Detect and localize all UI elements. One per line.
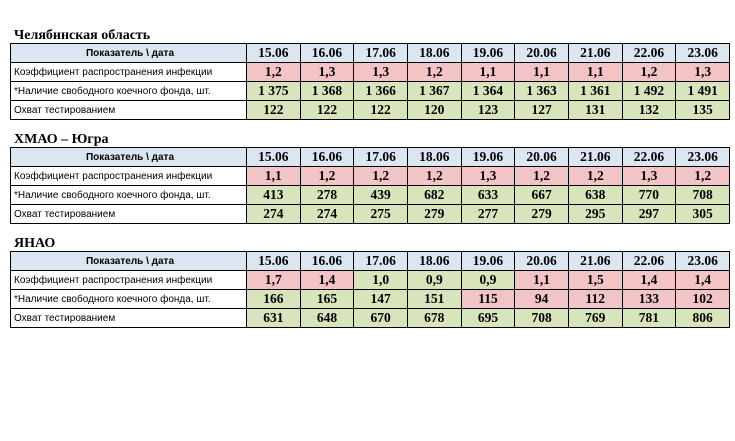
beds-cell: 166: [247, 290, 301, 309]
header-label: Показатель \ дата: [11, 44, 247, 63]
beds-cell: 147: [354, 290, 408, 309]
coef-cell: 1,2: [407, 63, 461, 82]
beds-cell: 133: [622, 290, 676, 309]
tests-cell: 670: [354, 309, 408, 328]
date-cell: 22.06: [622, 148, 676, 167]
beds-cell: 667: [515, 186, 569, 205]
date-cell: 17.06: [354, 44, 408, 63]
tests-cell: 769: [568, 309, 622, 328]
coef-cell: 1,3: [300, 63, 354, 82]
tests-cell: 305: [676, 205, 730, 224]
tests-cell: 122: [300, 101, 354, 120]
coef-cell: 1,4: [676, 271, 730, 290]
row-label-tests: Охват тестированием: [11, 101, 247, 120]
date-cell: 20.06: [515, 148, 569, 167]
tests-cell: 122: [247, 101, 301, 120]
coef-cell: 1,5: [568, 271, 622, 290]
tests-row: [11, 101, 730, 120]
tests-row: [11, 205, 730, 224]
date-cell: 16.06: [300, 44, 354, 63]
coef-cell: 1,2: [407, 167, 461, 186]
beds-cell: 1 368: [300, 82, 354, 101]
beds-cell: 1 375: [247, 82, 301, 101]
date-header-row: [11, 252, 730, 271]
tests-cell: 277: [461, 205, 515, 224]
beds-cell: 1 367: [407, 82, 461, 101]
tests-row: [11, 309, 730, 328]
date-cell: 23.06: [676, 44, 730, 63]
date-header-row: [11, 44, 730, 63]
coef-cell: 1,3: [622, 167, 676, 186]
date-cell: 21.06: [568, 252, 622, 271]
beds-cell: 1 366: [354, 82, 408, 101]
beds-cell: 1 364: [461, 82, 515, 101]
date-cell: 19.06: [461, 44, 515, 63]
tests-cell: 806: [676, 309, 730, 328]
indicator-table: [10, 43, 730, 120]
header-label: Показатель \ дата: [11, 148, 247, 167]
coef-cell: 1,2: [515, 167, 569, 186]
region-chelyabinsk: [10, 24, 730, 116]
date-cell: 20.06: [515, 44, 569, 63]
date-cell: 16.06: [300, 252, 354, 271]
row-label-coef: Коэффициент распространения инфекции: [11, 271, 247, 290]
coef-cell: 1,1: [461, 63, 515, 82]
beds-cell: 102: [676, 290, 730, 309]
beds-cell: 278: [300, 186, 354, 205]
date-cell: 22.06: [622, 44, 676, 63]
beds-cell: 439: [354, 186, 408, 205]
coef-cell: 1,4: [300, 271, 354, 290]
date-cell: 18.06: [407, 44, 461, 63]
coef-cell: 1,2: [300, 167, 354, 186]
tests-cell: 123: [461, 101, 515, 120]
coef-cell: 1,1: [515, 63, 569, 82]
beds-cell: 682: [407, 186, 461, 205]
tests-cell: 648: [300, 309, 354, 328]
row-label-beds: *Наличие свободного коечного фонда, шт.: [11, 186, 247, 205]
coef-cell: 0,9: [461, 271, 515, 290]
tests-cell: 120: [407, 101, 461, 120]
date-cell: 23.06: [676, 252, 730, 271]
coef-cell: 1,2: [676, 167, 730, 186]
coef-cell: 1,3: [461, 167, 515, 186]
coef-row: [11, 167, 730, 186]
beds-row: [11, 82, 730, 101]
tests-cell: 295: [568, 205, 622, 224]
row-label-coef: Коэффициент распространения инфекции: [11, 63, 247, 82]
tests-cell: 275: [354, 205, 408, 224]
date-cell: 15.06: [247, 148, 301, 167]
region-khmao: [10, 126, 730, 221]
beds-cell: 115: [461, 290, 515, 309]
row-label-beds: *Наличие свободного коечного фонда, шт.: [11, 290, 247, 309]
coef-cell: 1,7: [247, 271, 301, 290]
tests-cell: 135: [676, 101, 730, 120]
coef-row: [11, 271, 730, 290]
beds-cell: 165: [300, 290, 354, 309]
beds-cell: 1 361: [568, 82, 622, 101]
beds-cell: 770: [622, 186, 676, 205]
beds-cell: 413: [247, 186, 301, 205]
coef-row: [11, 63, 730, 82]
region-title: ХМАО – Югра: [14, 132, 109, 147]
beds-cell: 633: [461, 186, 515, 205]
coef-cell: 1,2: [568, 167, 622, 186]
date-cell: 22.06: [622, 252, 676, 271]
tests-cell: 781: [622, 309, 676, 328]
header-label: Показатель \ дата: [11, 252, 247, 271]
coef-cell: 1,1: [515, 271, 569, 290]
beds-cell: 112: [568, 290, 622, 309]
tests-cell: 708: [515, 309, 569, 328]
coef-cell: 1,3: [676, 63, 730, 82]
date-cell: 17.06: [354, 148, 408, 167]
beds-cell: 1 491: [676, 82, 730, 101]
beds-cell: 151: [407, 290, 461, 309]
date-cell: 20.06: [515, 252, 569, 271]
coef-cell: 1,0: [354, 271, 408, 290]
coef-cell: 1,2: [354, 167, 408, 186]
beds-row: [11, 290, 730, 309]
region-yanao: [10, 229, 730, 325]
beds-cell: 1 492: [622, 82, 676, 101]
date-cell: 15.06: [247, 44, 301, 63]
beds-cell: 1 363: [515, 82, 569, 101]
tests-cell: 297: [622, 205, 676, 224]
date-header-row: [11, 148, 730, 167]
date-cell: 19.06: [461, 252, 515, 271]
beds-cell: 638: [568, 186, 622, 205]
tests-cell: 631: [247, 309, 301, 328]
row-label-tests: Охват тестированием: [11, 205, 247, 224]
tests-cell: 122: [354, 101, 408, 120]
row-label-coef: Коэффициент распространения инфекции: [11, 167, 247, 186]
tests-cell: 279: [515, 205, 569, 224]
date-cell: 21.06: [568, 148, 622, 167]
tests-cell: 695: [461, 309, 515, 328]
coef-cell: 1,2: [247, 63, 301, 82]
coef-cell: 0,9: [407, 271, 461, 290]
coef-cell: 1,4: [622, 271, 676, 290]
date-cell: 16.06: [300, 148, 354, 167]
indicator-table: [10, 147, 730, 224]
beds-row: [11, 186, 730, 205]
beds-cell: 708: [676, 186, 730, 205]
date-cell: 21.06: [568, 44, 622, 63]
date-cell: 23.06: [676, 148, 730, 167]
region-title: ЯНАО: [14, 236, 56, 251]
indicator-table: [10, 251, 730, 328]
beds-cell: 94: [515, 290, 569, 309]
region-title: Челябинская область: [14, 28, 151, 43]
coef-cell: 1,1: [568, 63, 622, 82]
date-cell: 18.06: [407, 252, 461, 271]
coef-cell: 1,1: [247, 167, 301, 186]
tests-cell: 678: [407, 309, 461, 328]
tests-cell: 132: [622, 101, 676, 120]
date-cell: 19.06: [461, 148, 515, 167]
coef-cell: 1,3: [354, 63, 408, 82]
date-cell: 17.06: [354, 252, 408, 271]
coef-cell: 1,2: [622, 63, 676, 82]
tests-cell: 279: [407, 205, 461, 224]
tests-cell: 131: [568, 101, 622, 120]
tests-cell: 127: [515, 101, 569, 120]
date-cell: 18.06: [407, 148, 461, 167]
row-label-beds: *Наличие свободного коечного фонда, шт.: [11, 82, 247, 101]
date-cell: 15.06: [247, 252, 301, 271]
tests-cell: 274: [247, 205, 301, 224]
tests-cell: 274: [300, 205, 354, 224]
row-label-tests: Охват тестированием: [11, 309, 247, 328]
